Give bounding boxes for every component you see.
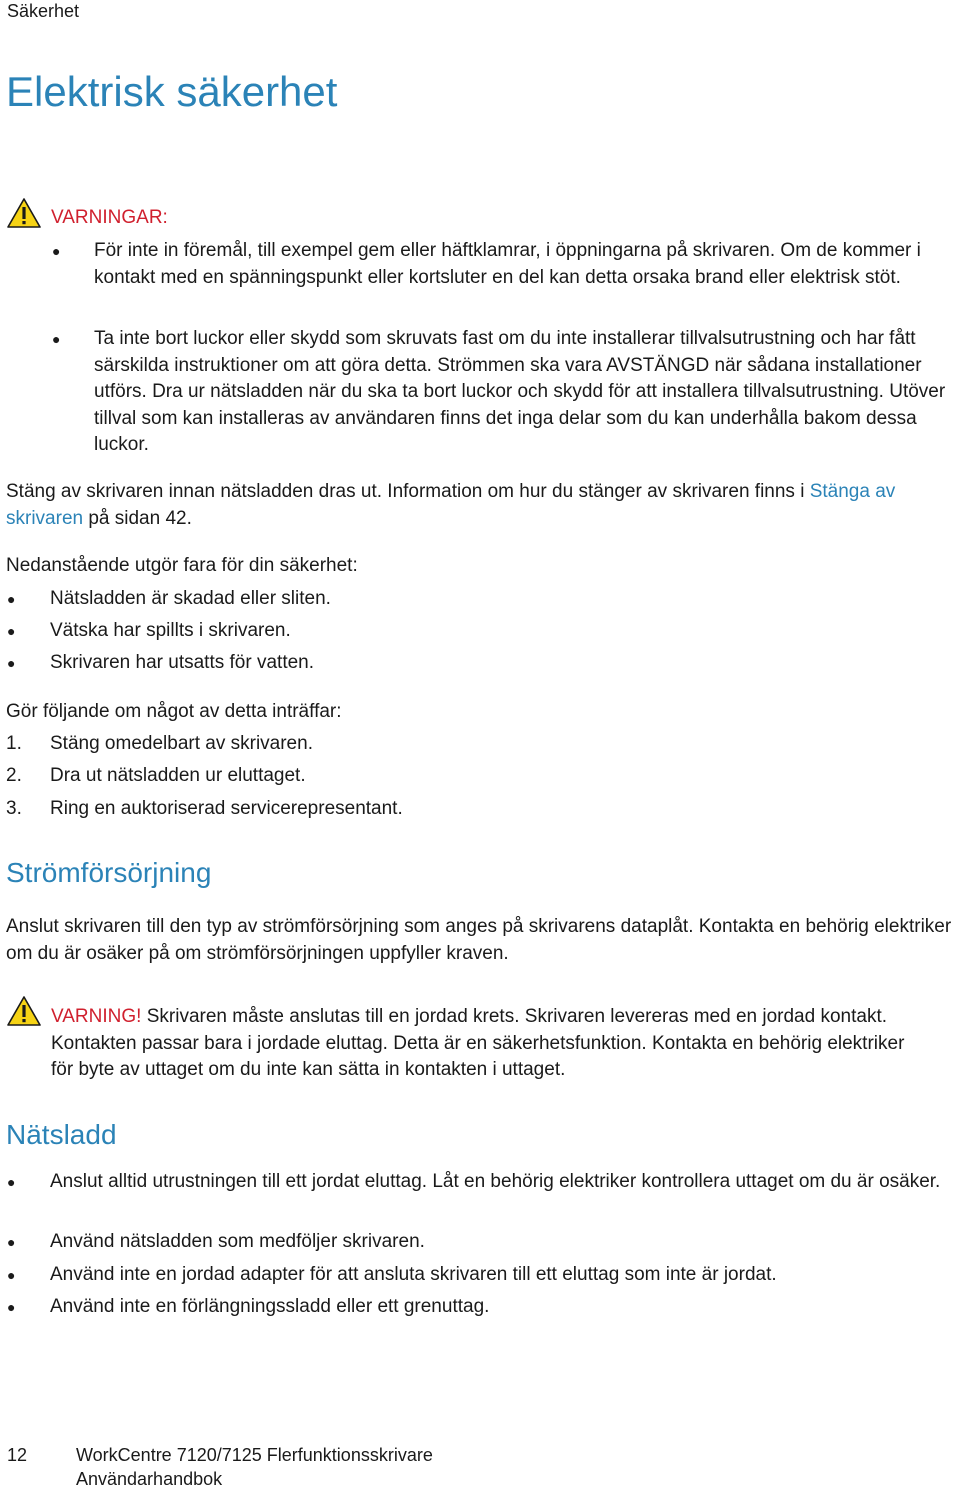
hazards-intro: Nedanstående utgör fara för din säkerhet:: [6, 555, 358, 576]
bullet-icon: ●: [7, 591, 16, 607]
step-text: Dra ut nätsladden ur eluttaget.: [50, 765, 306, 786]
warning-item: Ta inte bort luckor eller skydd som skruvats fast om du inte installerar tillvalsutrustning och har fått särskilda instruktioner om att göra detta. Strömmen ska vara AVSTÄNGD när sådana installationer utförs. Dra ur nätsladden när du ska ta bort luckor och skydd för att installera tillvalsutrustning. Utöver tillval som kan installeras av användaren finns det inga delar som du kan underhålla bakom dessa luckor.: [94, 328, 946, 455]
cord-heading: Nätsladd: [6, 1119, 117, 1150]
power-heading: Strömförsörjning: [6, 857, 212, 888]
shutdown-text: Stäng av skrivaren innan nätsladden dras ut. Information om hur du stänger av skrivaren finns i: [6, 481, 810, 502]
hazard-item: Skrivaren har utsatts för vatten.: [50, 652, 315, 673]
power-warning-label: VARNING!: [51, 1006, 142, 1027]
cord-item: Anslut alltid utrustningen till ett jordat eluttag. Låt en behörig elektriker kontrollera uttaget om du är osäker.: [50, 1171, 941, 1192]
cord-item: Använd inte en förlängningssladd eller ett grenuttag.: [50, 1296, 490, 1317]
hazard-item: Vätska har spillts i skrivaren.: [50, 620, 291, 641]
warning-icon: [7, 996, 41, 1026]
hazard-item: Nätsladden är skadad eller sliten.: [50, 588, 331, 609]
bullet-icon: ●: [7, 1299, 16, 1315]
step-text: Stäng omedelbart av skrivaren.: [50, 733, 313, 754]
footer-product: WorkCentre 7120/7125 Flerfunktionsskrivare: [76, 1445, 433, 1465]
warnings-label: VARNINGAR:: [51, 207, 168, 228]
footer-manual: Användarhandbok: [76, 1469, 223, 1489]
cord-item: Använd inte en jordad adapter för att ansluta skrivaren till ett eluttag som inte är jordat.: [50, 1264, 777, 1285]
bullet-icon: ●: [7, 1267, 16, 1283]
step-number: 1.: [6, 733, 22, 754]
section-label: Säkerhet: [7, 1, 80, 21]
power-paragraph: Anslut skrivaren till den typ av strömförsörjning som anges på skrivarens dataplåt. Kontakta en behörig elektriker om du är osäker på om strömförsörjningen uppfyller kraven.: [6, 916, 952, 964]
step-number: 2.: [6, 765, 22, 786]
warning-icon: [7, 198, 41, 228]
shutdown-text-end: på sidan 42.: [83, 507, 192, 529]
bullet-icon: ●: [52, 331, 61, 347]
actions-intro: Gör följande om något av detta inträffar:: [6, 701, 342, 722]
shutdown-link[interactable]: Stänga av skrivaren: [6, 481, 896, 529]
power-warning-text: Skrivaren måste anslutas till en jordad krets. Skrivaren levereras med en jordad kontakt. Kontakten passar bara i jordade eluttag. Detta är en säkerhetsfunktion. Kontakta en behörig elektriker för byte av uttaget om du inte kan sätta in kontakten i uttaget.: [51, 1006, 905, 1080]
warning-item: För inte in föremål, till exempel gem eller häftklamrar, i öppningarna på skrivaren. Om de kommer i kontakt med en spänningspunkt eller kortsluter en del kan detta orsaka brand eller elektrisk stöt.: [94, 240, 921, 288]
bullet-icon: ●: [52, 243, 61, 259]
step-number: 3.: [6, 798, 22, 819]
cord-item: Använd nätsladden som medföljer skrivaren.: [50, 1231, 425, 1252]
power-warning: [51, 1004, 911, 1084]
bullet-icon: ●: [7, 623, 16, 639]
page-title: Elektrisk säkerhet: [6, 68, 338, 115]
step-text: Ring en auktoriserad servicerepresentant.: [50, 798, 403, 819]
bullet-icon: ●: [7, 1174, 16, 1190]
shutdown-paragraph: [6, 479, 960, 532]
page-number: 12: [7, 1445, 28, 1465]
bullet-icon: ●: [7, 1234, 16, 1250]
bullet-icon: ●: [7, 655, 16, 671]
